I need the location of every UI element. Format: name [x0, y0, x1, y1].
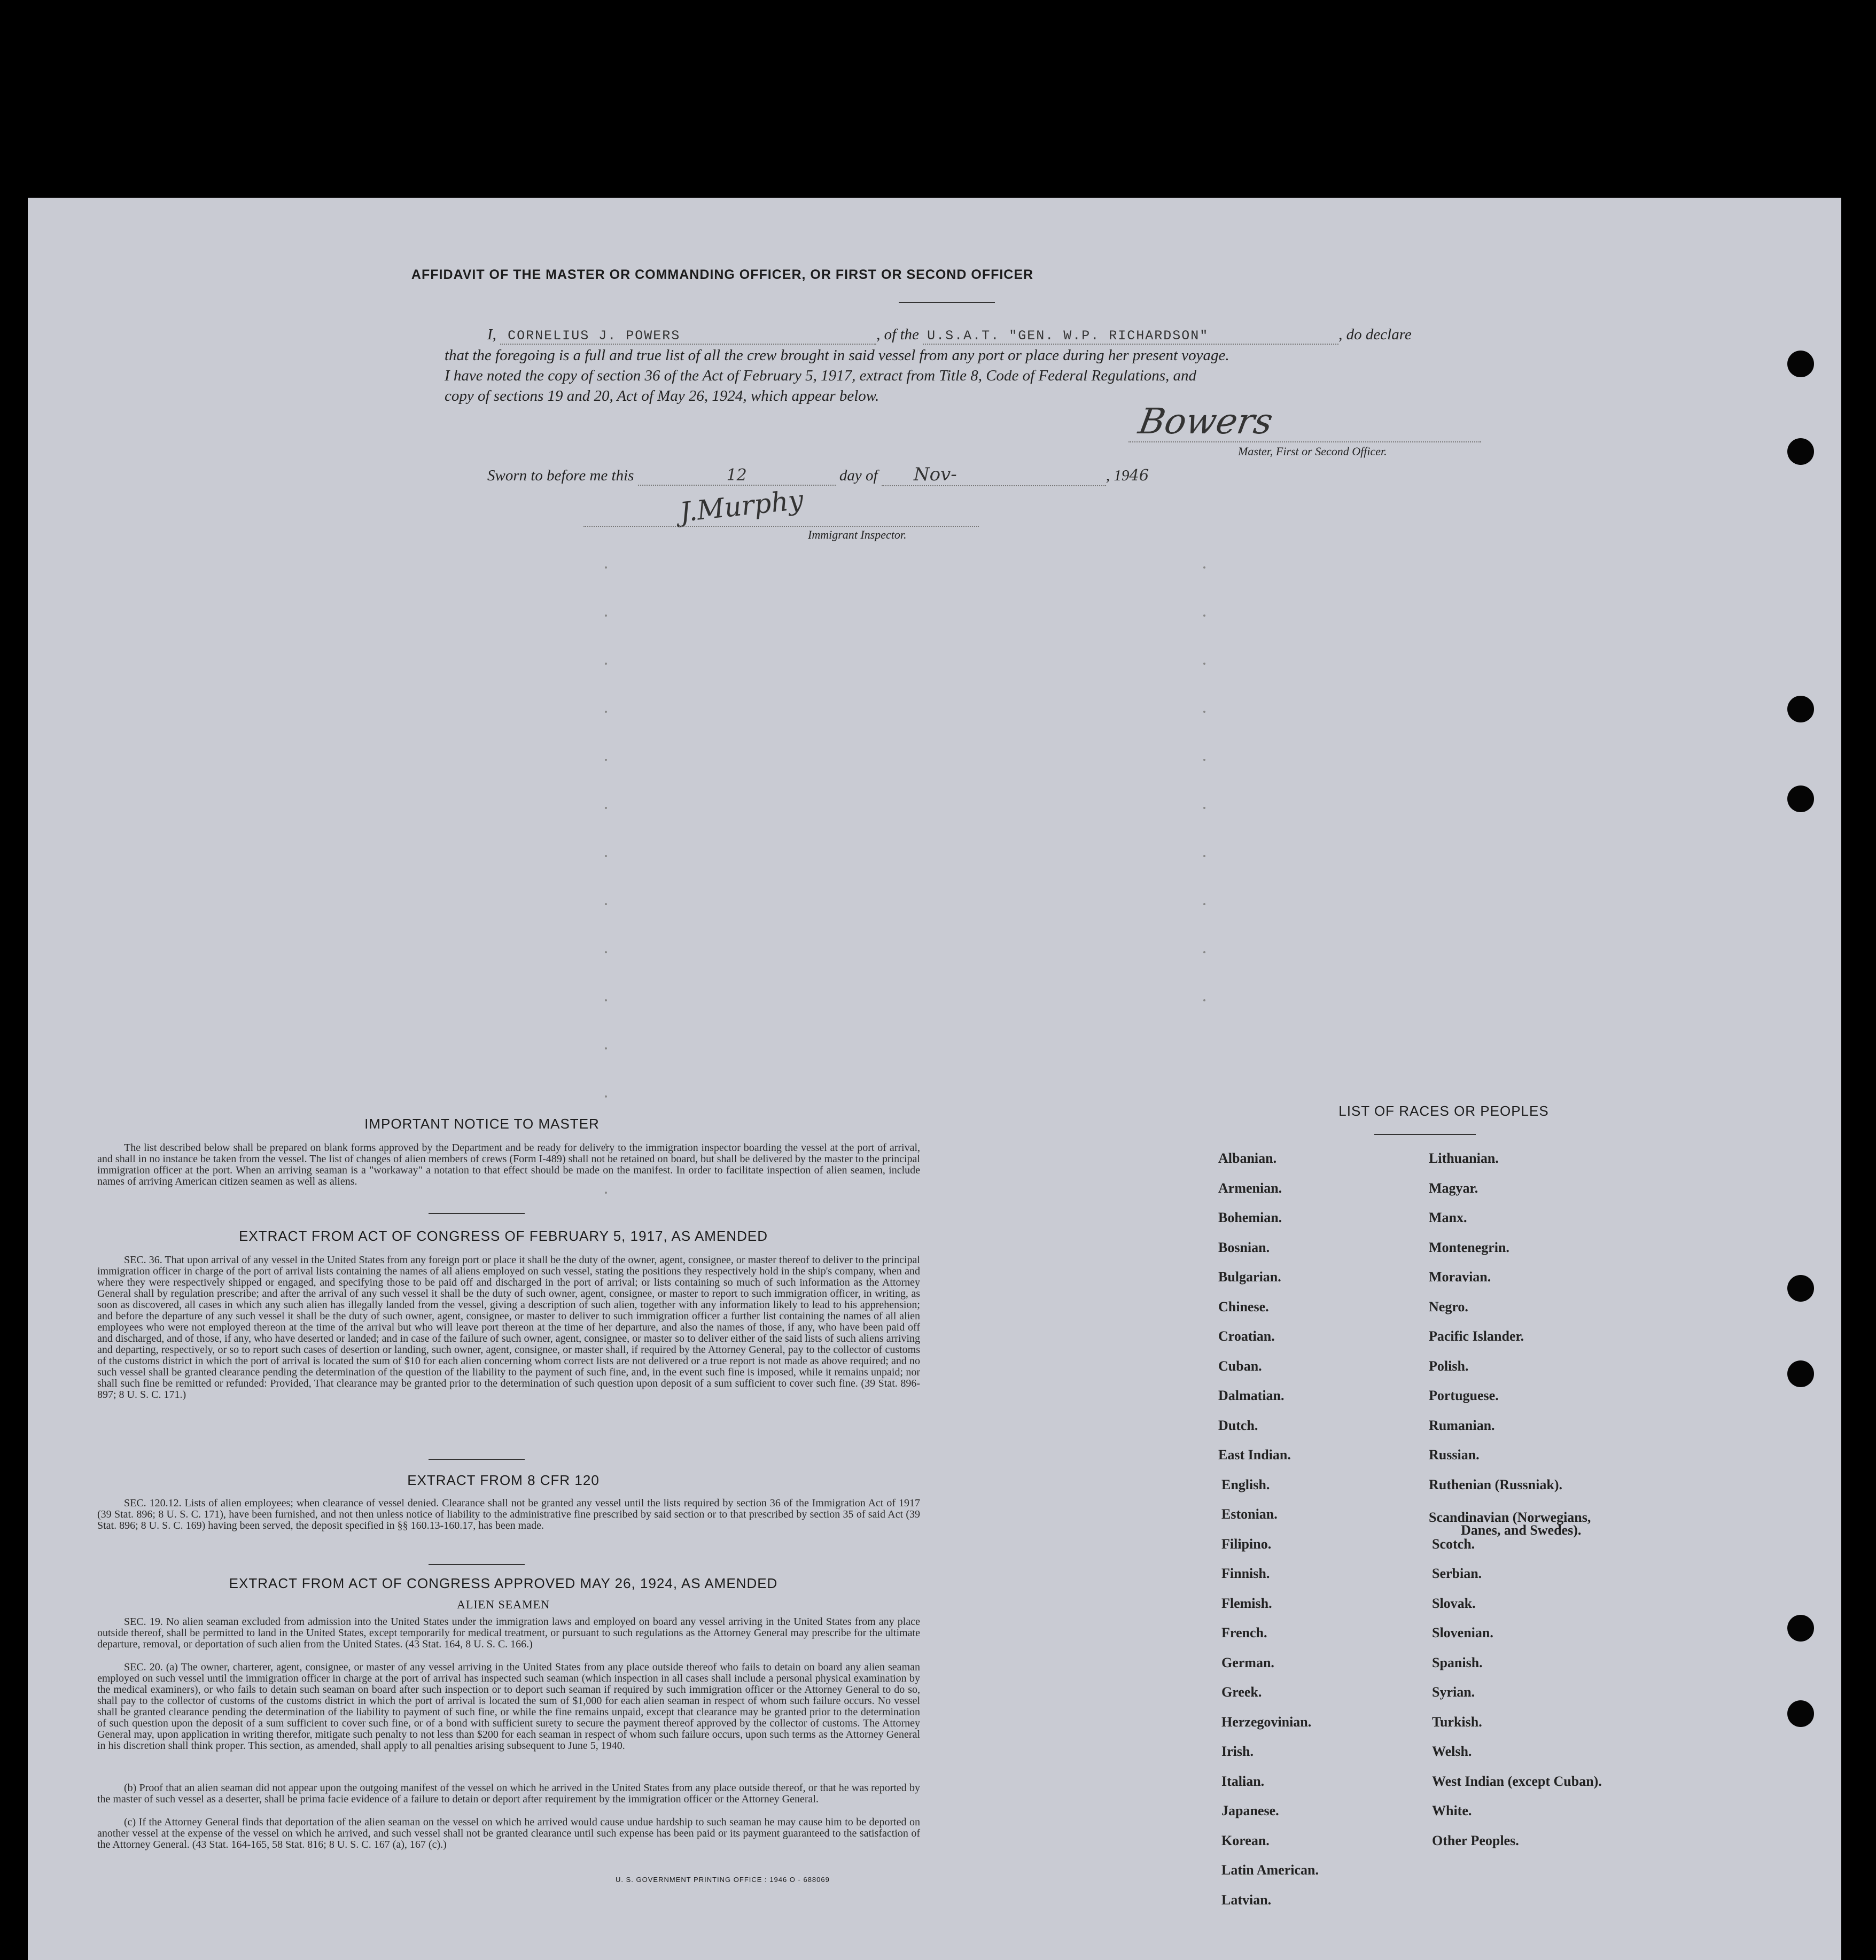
race-item: Flemish.: [1221, 1595, 1272, 1611]
inspector-signature-line: [583, 526, 979, 527]
master-caption: Master, First or Second Officer.: [1238, 445, 1387, 458]
master-signature-line: [1128, 441, 1481, 442]
divider-2: [429, 1459, 525, 1460]
binder-hole: [1787, 351, 1814, 377]
faint-mark: [605, 1095, 607, 1098]
race-item: Dalmatian.: [1218, 1388, 1285, 1403]
race-item: Spanish.: [1432, 1654, 1483, 1670]
races-divider: [1374, 1134, 1476, 1135]
faint-mark: [1203, 663, 1205, 665]
race-item: Welsh.: [1432, 1744, 1472, 1759]
race-item: Armenian.: [1218, 1180, 1282, 1196]
race-item: Finnish.: [1221, 1566, 1270, 1581]
inspector-signature: J.Murphy: [678, 484, 805, 528]
race-item: Other Peoples.: [1432, 1832, 1519, 1848]
race-item: Pacific Islander.: [1429, 1328, 1524, 1344]
year-suffix[interactable]: 46: [1129, 466, 1149, 484]
extract-1924-sec20a: SEC. 20. (a) The owner, charterer, agent, consignee, or master of any vessel arriving in the United States from any place outside thereof who fails to detain on board any alien seaman employed on such vessel until the immigration officer in charge at the port of arrival has inspected such seaman (which inspection in all cases shall include a personal physical examination by the medical examiners), or who fails to detain such seaman on board after such inspection or to deport such seaman if required by such immigration officer or the Attorney General to do so, shall pay to the collector of customs of the customs district in which the port of arrival is located the sum of $1,000 for each alien seaman in respect of whom such failure occurs. No vessel shall be granted clearance pending the determination of the liability to payment of such fine, or while the fine remains unpaid, except that clearance may be granted prior to the determination of such question upon the deposit of a sum sufficient to cover such fine, or of a bond with sufficient surety to secure the payment thereof approved by the collector of customs. The Attorney General may, upon application in writing therefor, mitigate such penalty to not less than $200 for each seaman in respect of whom such failure occurs, upon such terms as the Attorney General in his discretion shall think proper. This section, as amended, shall apply to all penalties arising subsequent to June 5, 1940.: [97, 1661, 920, 1752]
race-item: Slovenian.: [1432, 1625, 1493, 1640]
faint-mark: [1203, 951, 1205, 953]
declaration-line-2: that the foregoing is a full and true list of all the crew brought in said vessel from any port or place during her present voyage.: [445, 347, 1229, 364]
faint-mark: [605, 999, 607, 1001]
day-of-label: day of: [839, 467, 878, 484]
race-item: Scotch.: [1432, 1536, 1475, 1552]
extract-1924-sec20c: (c) If the Attorney General finds that deportation of the alien seaman on the vessel on which he arrived would cause undue hardship to such seaman he may cause him to be deported on another vessel at the expense of the vessel on which he arrived, and such vessel shall not be granted clearance until such expense has been paid or its payment guaranteed to the satisfaction of the Attorney General. (43 Stat. 164-165, 58 Stat. 816; 8 U. S. C. 167 (a), 167 (c).): [97, 1816, 920, 1850]
faint-mark: [605, 566, 607, 569]
binder-hole: [1787, 1275, 1814, 1302]
sworn-month-field[interactable]: Nov-: [882, 464, 1106, 486]
race-item: Bosnian.: [1218, 1239, 1270, 1255]
race-item: Negro.: [1429, 1298, 1468, 1315]
sworn-line: [487, 464, 1149, 486]
extract-cfr-title: EXTRACT FROM 8 CFR 120: [407, 1472, 600, 1488]
extract-1924-subtitle: ALIEN SEAMEN: [457, 1598, 550, 1611]
race-item: West Indian (except Cuban).: [1432, 1773, 1602, 1789]
race-item: Rumanian.: [1429, 1417, 1495, 1433]
race-item: Portuguese.: [1429, 1388, 1499, 1403]
document-sheet: [28, 198, 1841, 1960]
extract-1924-sec19: SEC. 19. No alien seaman excluded from admission into the United States under the immigration laws and employed on board any vessel arriving in the United States from any place outside thereof, shall be permitted to land in the United States, except temporarily for medical treatment, or pursuant to such regulations as the Attorney General may prescribe for the ultimate departure, removal, or deportation of such alien from the United States. (43 Stat. 164, 8 U. S. C. 166.): [97, 1616, 920, 1650]
race-item: Japanese.: [1221, 1803, 1279, 1818]
sworn-label: Sworn to before me this: [487, 467, 634, 484]
master-name-field[interactable]: CORNELIUS J. POWERS: [500, 328, 876, 345]
race-item: Cuban.: [1218, 1358, 1262, 1374]
faint-mark: [1203, 807, 1205, 809]
faint-mark: [605, 615, 607, 617]
inspector-caption: Immigrant Inspector.: [808, 528, 907, 541]
notice-body: The list described below shall be prepared on blank forms approved by the Department and be ready for delivery to the immigration inspector boarding the vessel at the port of arrival, and shall in no instance be taken from the vessel. The list of changes of alien members of crews (Form I-489) shall not be retained on board, but shall be delivered by the master to the principal immigration officer at the port. When an arriving seaman is a "workaway" a notation to that effect should be made on the manifest. In order to facilitate inspection of alien seamen, include names of arriving American citizen seamen as well as aliens.: [97, 1142, 920, 1187]
race-item: Latvian.: [1221, 1892, 1272, 1908]
extract-1924-title: EXTRACT FROM ACT OF CONGRESS APPROVED MAY 26, 1924, AS AMENDED: [229, 1575, 778, 1591]
extract-1924-sec20b: (b) Proof that an alien seaman did not appear upon the outgoing manifest of the vessel on which he arrived in the United States from any place outside thereof, or that he was reported by the master of such vessel as a deserter, shall be prima facie evidence of a failure to detain or deport after requirement by the immigration officer or the Attorney General.: [97, 1782, 920, 1805]
divider-1: [429, 1213, 525, 1214]
race-item: Polish.: [1429, 1358, 1469, 1374]
faint-mark: [605, 711, 607, 713]
faint-mark: [1203, 759, 1205, 761]
race-item: Chinese.: [1218, 1298, 1269, 1315]
extract-cfr-body: SEC. 120.12. Lists of alien employees; when clearance of vessel denied. Clearance shall not be granted any vessel until the lists required by section 36 of the Immigration Act of 1917 (39 Stat. 896; 8 U. S. C. 171), have been furnished, and not then unless notice of liability to the administrative fine prescribed by said section or to that prescribed by section 35 of said Act (39 Stat. 896; 8 U. S. C. 169) having been served, the deposit specified in §§ 160.13-160.17, has been made.: [97, 1497, 920, 1531]
faint-mark: [605, 855, 607, 857]
extract-1917-body: SEC. 36. That upon arrival of any vessel in the United States from any foreign port or place it shall be the duty of the owner, agent, consignee, or master thereof to deliver to the principal immigration officer in charge of the port of arrival lists containing the names of all aliens employed on such vessel, stating the positions they respectively hold in the ship's company, when and where they were respectively shipped or engaged, and specifying those to be paid off and discharged in the port of arrival; or lists containing so much of such information as the Attorney General shall by regulation prescribe; and after the arrival of any such vessel it shall be the duty of such owner, agent, consignee, or master to report to such immigration officer, in writing, as soon as discovered, all cases in which any such alien has illegally landed from the vessel, giving a description of such alien, together with any information likely to lead to his apprehension; and before the departure of any such vessel it shall be the duty of such owner, agent, consignee, or master to deliver to such immigration officer a further list containing the names of all alien employees who were not employed thereon at the time of the arrival but who will leave port thereon at the time of her departure, and also the names of those, if any, who have been paid off and discharged, and of those, if any, who have deserted or landed; and in case of the failure of such owner, agent, consignee, or master so to deliver either of the said lists of such aliens arriving and departing, respectively, or so to report such cases of desertion or landing, such owner, agent, consignee, or master shall, if required by the Attorney General, pay to the collector of customs of the customs district in which the port of arrival is located the sum of $10 for each alien concerning whom correct lists are not delivered or a true report is not made as above required; and no such vessel shall be granted clearance pending the determination of the question of the liability to the payment of such fine, and, in the event such fine is imposed, while it remains unpaid; nor shall such fine be remitted or refunded: Provided, That clearance may be granted prior to the determination of such question upon deposit of a sum sufficient to cover such fine. (39 Stat. 896-897; 8 U. S. C. 171.): [97, 1254, 920, 1401]
race-item: Moravian.: [1429, 1269, 1491, 1285]
race-item: Latin American.: [1221, 1862, 1319, 1878]
binder-hole: [1787, 1360, 1814, 1387]
races-title: LIST OF RACES OR PEOPLES: [1338, 1103, 1549, 1119]
race-item: Danes, and Swedes).: [1461, 1522, 1582, 1538]
faint-mark: [1203, 999, 1205, 1001]
affidavit-title: AFFIDAVIT OF THE MASTER OR COMMANDING OFFICER, OR FIRST OR SECOND OFFICER: [411, 267, 1034, 282]
year-prefix: , 19: [1106, 467, 1130, 484]
sworn-day-field[interactable]: 12: [638, 466, 836, 486]
race-item: Turkish.: [1432, 1714, 1482, 1730]
race-item: Manx.: [1429, 1210, 1467, 1225]
race-item: White.: [1432, 1803, 1472, 1818]
gpo-footer: U. S. GOVERNMENT PRINTING OFFICE : 1946 O - 688069: [616, 1876, 830, 1884]
faint-mark: [605, 807, 607, 809]
faint-mark: [605, 1047, 607, 1049]
master-signature: Bowers: [1135, 401, 1276, 442]
race-item: Korean.: [1221, 1832, 1270, 1848]
race-item: Russian.: [1429, 1447, 1480, 1463]
race-item: Greek.: [1221, 1684, 1262, 1700]
faint-mark: [605, 663, 607, 665]
divider-3: [429, 1564, 525, 1565]
race-item: Bohemian.: [1218, 1210, 1282, 1225]
faint-mark: [1203, 615, 1205, 617]
race-item: Scandinavian (Norwegians,: [1429, 1510, 1591, 1525]
faint-mark: [605, 1192, 607, 1194]
race-item: Bulgarian.: [1218, 1269, 1281, 1285]
binder-hole: [1787, 1700, 1814, 1727]
race-item: French.: [1221, 1625, 1267, 1640]
race-item: Albanian.: [1218, 1150, 1277, 1166]
binder-hole: [1787, 696, 1814, 722]
binder-hole: [1787, 785, 1814, 812]
of-the-label: , of the: [876, 326, 919, 343]
faint-mark: [1203, 566, 1205, 569]
faint-mark: [1203, 903, 1205, 905]
race-item: Slovak.: [1432, 1595, 1476, 1611]
declaration-line-4: copy of sections 19 and 20, Act of May 26, 1924, which appear below.: [445, 387, 879, 405]
faint-mark: [605, 951, 607, 953]
race-item: Croatian.: [1218, 1328, 1275, 1344]
faint-mark: [605, 903, 607, 905]
vessel-name-field[interactable]: U.S.A.T. "GEN. W.P. RICHARDSON": [923, 328, 1338, 345]
race-item: German.: [1221, 1654, 1274, 1670]
notice-title: IMPORTANT NOTICE TO MASTER: [364, 1116, 600, 1132]
faint-mark: [1203, 711, 1205, 713]
title-divider: [899, 302, 995, 303]
race-item: Herzegovinian.: [1221, 1714, 1312, 1730]
race-item: Italian.: [1221, 1773, 1265, 1789]
binder-hole: [1787, 438, 1814, 465]
race-item: Magyar.: [1429, 1180, 1478, 1196]
race-item: Syrian.: [1432, 1684, 1475, 1700]
race-item: Serbian.: [1432, 1566, 1482, 1581]
faint-mark: [1203, 855, 1205, 857]
extract-1917-title: EXTRACT FROM ACT OF CONGRESS OF FEBRUARY 5, 1917, AS AMENDED: [239, 1228, 768, 1244]
race-item: Filipino.: [1221, 1536, 1272, 1552]
declaration-line-1: [487, 326, 1620, 345]
race-item: Ruthenian (Russniak).: [1429, 1476, 1562, 1492]
race-item: Estonian.: [1221, 1506, 1278, 1522]
do-declare-label: , do declare: [1338, 326, 1412, 343]
declaration-line-3: I have noted the copy of section 36 of the Act of February 5, 1917, extract from Title 8, Code of Federal Regulations, and: [445, 367, 1197, 384]
race-item: English.: [1221, 1476, 1270, 1492]
i-label: I,: [487, 326, 496, 343]
race-item: Montenegrin.: [1429, 1239, 1509, 1255]
race-item: Dutch.: [1218, 1417, 1258, 1433]
race-item: East Indian.: [1218, 1447, 1291, 1463]
faint-mark: [605, 759, 607, 761]
race-item: Irish.: [1221, 1744, 1254, 1759]
binder-hole: [1787, 1615, 1814, 1642]
race-item: Lithuanian.: [1429, 1150, 1499, 1166]
